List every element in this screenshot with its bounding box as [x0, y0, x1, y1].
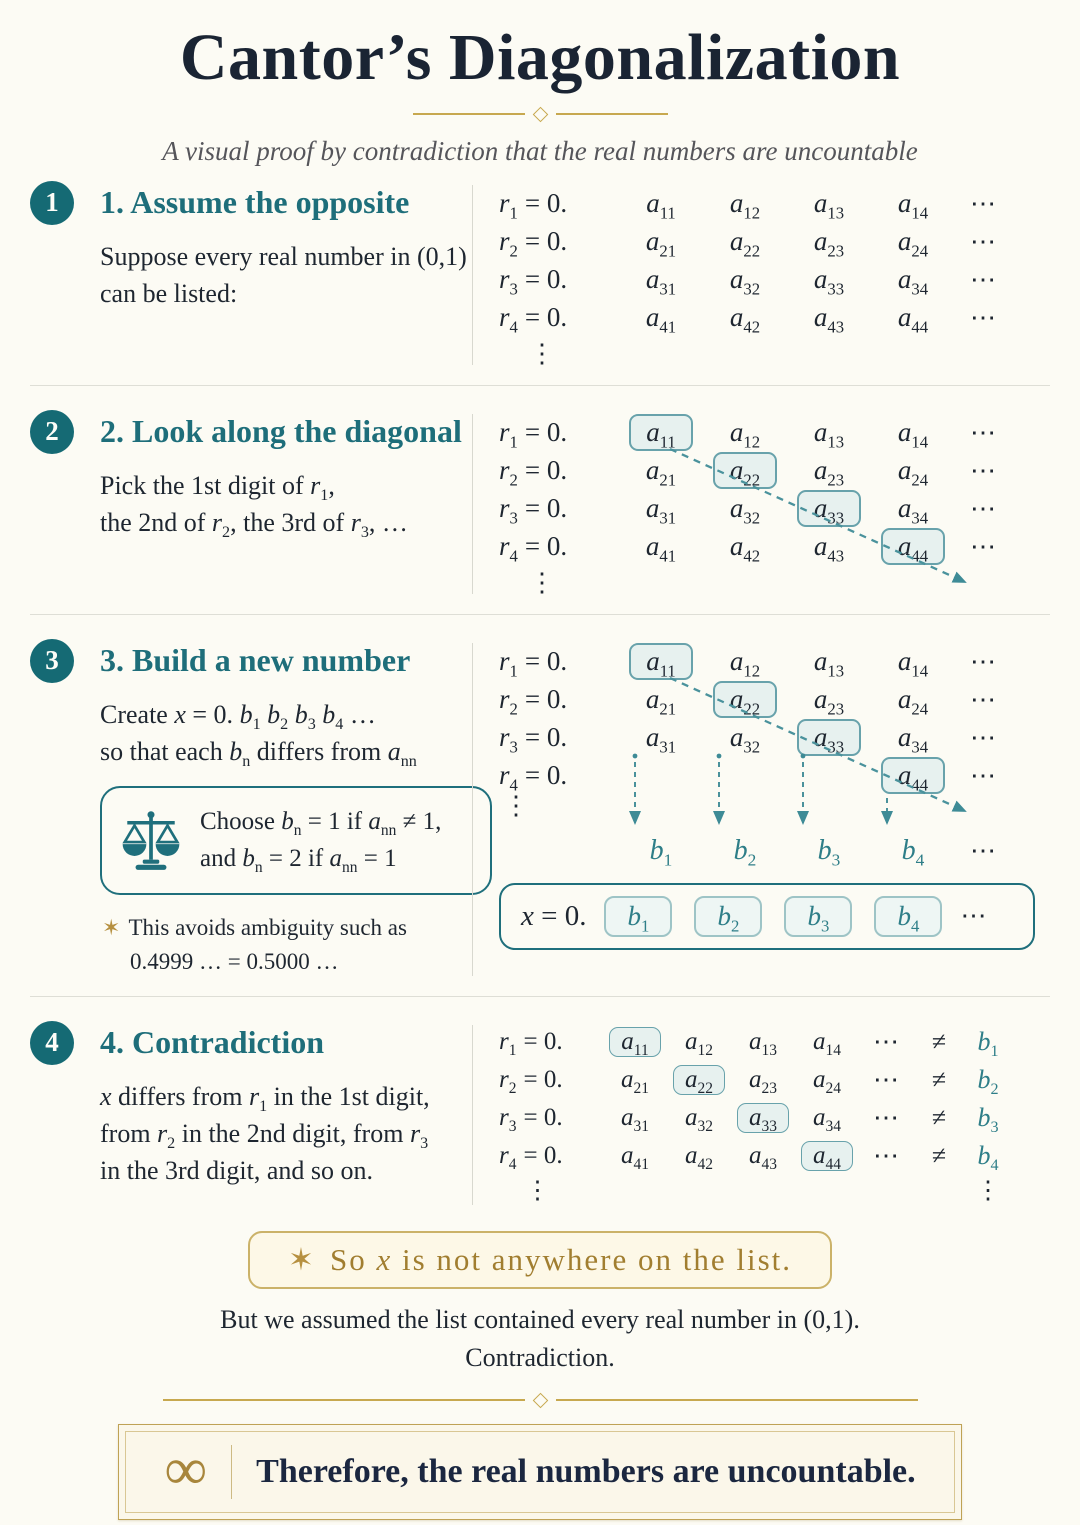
row-label: $r_2 = 0$. — [499, 1065, 563, 1097]
b-digit: $b_1$ — [977, 1026, 999, 1061]
plaque-divider — [231, 1445, 232, 1499]
row-label: $r_2 = 0$. — [499, 684, 568, 719]
sparkle-icon: ✶ — [287, 1241, 314, 1277]
ambiguity-note — [102, 911, 472, 980]
step-1-matrix-panel — [473, 181, 1050, 369]
not-equal-sign: ≠ — [931, 1140, 947, 1170]
step-4 — [0, 1007, 1080, 1215]
horizontal-ellipsis: ⋯ — [970, 722, 996, 752]
vertical-ellipsis: ⋮ — [529, 567, 555, 597]
step-heading: 1. Assume the opposite — [100, 184, 410, 221]
matrix-row — [499, 261, 1050, 299]
matrix-cell: $a_{11}$ — [619, 414, 703, 451]
matrix-cell: $a_{33}$ — [731, 1103, 795, 1133]
matrix-cell: $a_{32}$ — [729, 722, 761, 757]
step-4-text — [30, 1021, 472, 1209]
matrix-row — [499, 185, 1050, 223]
matrix-row — [499, 414, 1050, 452]
body-line: x differs from $r_1$ in the 1st digit, — [100, 1081, 430, 1116]
horizontal-ellipsis: ⋯ — [970, 455, 996, 485]
divider-line — [556, 1399, 918, 1401]
matrix-row — [499, 681, 1050, 719]
vertical-ellipsis: ⋮ — [975, 1176, 1001, 1204]
matrix-cell: $a_{13}$ — [813, 417, 845, 452]
row-label: $r_4 = 0$. — [499, 1141, 563, 1173]
matrix-cell: $a_{22}$ — [667, 1065, 731, 1095]
vertical-ellipsis: ⋮ — [525, 1176, 550, 1204]
b-chip: $b_4$ — [874, 896, 942, 937]
x-number-box — [499, 883, 1035, 950]
horizontal-ellipsis: ⋯ — [970, 835, 996, 865]
matrix-row — [499, 528, 1050, 566]
matrix-row — [499, 1023, 1050, 1061]
matrix-cell: $a_{23}$ — [749, 1065, 777, 1097]
horizontal-ellipsis: ⋯ — [970, 188, 996, 218]
horizontal-ellipsis: ⋯ — [970, 531, 996, 561]
b-digit: $b_4$ — [977, 1140, 999, 1175]
matrix-cell: $a_{11}$ — [646, 188, 676, 223]
matrix-cell: $a_{41}$ — [621, 1141, 649, 1173]
x-prefix: x = 0. — [521, 899, 587, 932]
step-heading: 3. Build a new number — [100, 642, 411, 679]
matrix-cell: $a_{11}$ — [603, 1027, 667, 1057]
matrix-cell: $a_{12}$ — [729, 417, 761, 452]
b-digit: $b_2$ — [733, 834, 757, 870]
matrix-cell: $a_{11}$ — [619, 643, 703, 680]
horizontal-ellipsis: ⋯ — [970, 226, 996, 256]
b-digit-row — [499, 833, 1050, 869]
final-statement-plaque — [118, 1424, 962, 1520]
matrix-cell: $a_{24}$ — [813, 1065, 841, 1097]
matrix-cell: $a_{24}$ — [897, 455, 929, 490]
matrix-row — [499, 643, 1050, 681]
step-3-matrix-panel — [473, 639, 1050, 980]
matrix-cell: $a_{31}$ — [645, 722, 677, 757]
matrix-cell: $a_{24}$ — [897, 684, 929, 719]
matrix-row — [499, 1099, 1050, 1137]
matrix-cell: $a_{41}$ — [645, 302, 677, 337]
vertical-ellipsis: ⋮ — [529, 338, 555, 368]
matrix-cell: $a_{43}$ — [813, 302, 845, 337]
matrix-cell: $a_{31}$ — [645, 493, 677, 528]
matrix-cell: $a_{44}$ — [871, 757, 955, 794]
matrix-cell: $a_{34}$ — [897, 493, 929, 528]
infinity-icon: ∞ — [164, 1435, 208, 1502]
body-line: so that each $b_n$ differs from $a_{nn}$ — [100, 736, 417, 770]
body-line: can be listed: — [100, 278, 238, 308]
step-number-badge: 3 — [30, 639, 74, 683]
divider-line — [556, 113, 668, 115]
matrix-step1 — [499, 185, 1050, 369]
matrix-cell: $a_{23}$ — [813, 684, 845, 719]
matrix-cell: $a_{12}$ — [729, 188, 761, 223]
divider-line — [163, 1399, 525, 1401]
matrix-row — [499, 299, 1050, 337]
ellipsis-row — [499, 1175, 1050, 1209]
matrix-cell: $a_{32}$ — [685, 1103, 713, 1135]
horizontal-ellipsis: ⋯ — [873, 1102, 899, 1132]
page-title: Cantor’s Diagonalization — [179, 21, 901, 94]
step-body — [100, 468, 472, 542]
horizontal-ellipsis: ⋯ — [970, 264, 996, 294]
b-digit: $b_3$ — [817, 834, 841, 870]
b-digit: $b_1$ — [649, 834, 673, 870]
horizontal-ellipsis: ⋯ — [873, 1140, 899, 1170]
matrix-cell: $a_{31}$ — [645, 264, 677, 299]
matrix-cell: $a_{13}$ — [813, 646, 845, 681]
body-line: from $r_2$ in the 2nd digit, from $r_3$ — [100, 1118, 429, 1152]
x-chips — [604, 896, 942, 937]
diamond-icon — [532, 1393, 548, 1409]
matrix-cell: $a_{22}$ — [703, 452, 787, 489]
step-1-text — [30, 181, 472, 369]
b-chip: $b_2$ — [694, 896, 762, 937]
callout-text: So x is not anywhere on the list. — [329, 1241, 793, 1277]
step-2-text — [30, 410, 472, 598]
step-body — [100, 239, 472, 313]
matrix-row — [499, 719, 1050, 757]
matrix-row — [499, 223, 1050, 261]
rule-box — [100, 786, 492, 895]
row-label: $r_4 = 0$. — [499, 302, 568, 337]
not-equal-sign: ≠ — [931, 1064, 947, 1094]
step-heading: 2. Look along the diagonal — [100, 413, 462, 450]
matrix-row — [499, 757, 1050, 795]
matrix-cell: $a_{42}$ — [729, 302, 761, 337]
row-label: $r_3 = 0$. — [499, 264, 568, 299]
step-body — [100, 1079, 472, 1190]
matrix-cell: $a_{12}$ — [685, 1027, 713, 1059]
matrix-row — [499, 490, 1050, 528]
matrix-cell: $a_{33}$ — [787, 719, 871, 756]
step-3-text — [30, 639, 472, 980]
matrix-cell: $a_{21}$ — [645, 455, 677, 490]
horizontal-ellipsis: ⋯ — [873, 1026, 899, 1056]
matrix-cell: $a_{21}$ — [645, 226, 677, 261]
row-label: $r_3 = 0$. — [499, 722, 568, 757]
matrix-cell: $a_{22}$ — [703, 681, 787, 718]
matrix-cell: $a_{14}$ — [897, 417, 929, 452]
matrix-cell: $a_{24}$ — [897, 226, 929, 261]
matrix-cell: $a_{22}$ — [729, 226, 761, 261]
matrix-cell: $a_{44}$ — [871, 528, 955, 565]
ornamental-divider — [0, 1395, 1080, 1406]
final-statement: Therefore, the real numbers are uncountable. — [256, 1452, 916, 1490]
matrix-cell: $a_{44}$ — [897, 302, 929, 337]
row-label: $r_3 = 0$. — [499, 1103, 563, 1135]
body-line: in the 3rd digit, and so on. — [100, 1155, 373, 1185]
horizontal-ellipsis: ⋯ — [873, 1064, 899, 1094]
matrix-cell: $a_{23}$ — [813, 455, 845, 490]
step-heading: 4. Contradiction — [100, 1024, 324, 1061]
body-line: Create x = 0. $b_1$ $b_2$ $b_3$ $b_4$ … — [100, 699, 376, 733]
horizontal-ellipsis: ⋯ — [970, 646, 996, 676]
header — [0, 0, 1080, 167]
assumption-line: But we assumed the list contained every real number in (0,1). — [220, 1304, 860, 1334]
step-1 — [0, 167, 1080, 375]
matrix-cell: $a_{12}$ — [729, 646, 761, 681]
matrix-cell: $a_{21}$ — [645, 684, 677, 719]
section-divider — [30, 614, 1050, 615]
not-equal-sign: ≠ — [931, 1026, 947, 1056]
body-line: Pick the 1st digit of $r_1$, — [100, 470, 335, 504]
matrix-cell: $a_{44}$ — [795, 1141, 859, 1171]
b-digit: $b_4$ — [901, 834, 925, 870]
step-4-matrix-panel — [473, 1021, 1050, 1209]
b-chip: $b_3$ — [784, 896, 852, 937]
section-divider — [30, 385, 1050, 386]
body-line: the 2nd of $r_2$, the 3rd of $r_3$, … — [100, 507, 408, 541]
body-line: Suppose every real number in (0,1) — [100, 241, 467, 271]
matrix-cell: $a_{14}$ — [813, 1027, 841, 1059]
not-equal-sign: ≠ — [931, 1102, 947, 1132]
matrix-cell: $a_{13}$ — [749, 1027, 777, 1059]
matrix-cell: $a_{42}$ — [729, 531, 761, 566]
matrix-cell: $a_{14}$ — [897, 188, 929, 223]
horizontal-ellipsis: ⋯ — [970, 417, 996, 447]
rule-text — [200, 804, 441, 877]
step-body — [100, 697, 472, 771]
matrix-cell: $a_{43}$ — [813, 531, 845, 566]
matrix-row — [499, 1061, 1050, 1099]
row-label: $r_2 = 0$. — [499, 226, 568, 261]
b-chip: $b_1$ — [604, 896, 672, 937]
page-subtitle: A visual proof by contradiction that the real numbers are uncountable — [162, 135, 918, 166]
horizontal-ellipsis: ⋯ — [970, 493, 996, 523]
contradiction-line: Contradiction. — [465, 1342, 615, 1372]
row-label: $r_1 = 0$. — [499, 646, 568, 681]
diamond-icon — [532, 106, 548, 122]
matrix-cell: $a_{33}$ — [813, 264, 845, 299]
row-label: $r_1 = 0$. — [499, 1027, 563, 1059]
horizontal-ellipsis: ⋯ — [970, 760, 996, 790]
matrix-cell: $a_{32}$ — [729, 264, 761, 299]
matrix-cell: $a_{34}$ — [897, 264, 929, 299]
section-divider — [30, 996, 1050, 997]
note-line: ✶ This avoids ambiguity such as — [102, 914, 407, 940]
step-number-badge: 2 — [30, 410, 74, 454]
row-label: $r_3 = 0$. — [499, 493, 568, 528]
matrix-cell: $a_{21}$ — [621, 1065, 649, 1097]
matrix-step4 — [499, 1023, 1050, 1175]
matrix-cell: $a_{34}$ — [813, 1103, 841, 1135]
step-2 — [0, 396, 1080, 604]
b-digit: $b_3$ — [977, 1102, 999, 1137]
matrix-cell: $a_{34}$ — [897, 722, 929, 757]
matrix-step2 — [499, 414, 1050, 598]
matrix-row — [499, 452, 1050, 490]
scales-icon — [118, 808, 184, 874]
step-number-badge: 1 — [30, 181, 74, 225]
matrix-cell: $a_{43}$ — [749, 1141, 777, 1173]
ornamental-divider — [0, 109, 1080, 120]
horizontal-ellipsis: ⋯ — [960, 901, 987, 931]
b-digit: $b_2$ — [977, 1064, 999, 1099]
matrix-cell: $a_{41}$ — [645, 531, 677, 566]
matrix-cell: $a_{33}$ — [787, 490, 871, 527]
matrix-cell: $a_{31}$ — [621, 1103, 649, 1135]
matrix-cell: $a_{32}$ — [729, 493, 761, 528]
matrix-cell: $a_{14}$ — [897, 646, 929, 681]
row-label: $r_1 = 0$. — [499, 188, 568, 223]
horizontal-ellipsis: ⋯ — [970, 684, 996, 714]
matrix-step3 — [499, 643, 1050, 795]
matrix-cell: $a_{13}$ — [813, 188, 845, 223]
row-label: $r_1 = 0$. — [499, 417, 568, 452]
step-number-badge: 4 — [30, 1021, 74, 1065]
note-line: 0.4999 … = 0.5000 … — [130, 949, 339, 975]
row-label: $r_4 = 0$. — [499, 531, 568, 566]
row-label: $r_2 = 0$. — [499, 455, 568, 490]
matrix-cell: $a_{42}$ — [685, 1141, 713, 1173]
rule-line: and $b_n = 2$ if $a_{nn} = 1$ — [200, 844, 397, 876]
row-label: $r_4 = 0$. — [499, 760, 568, 795]
step-3 — [0, 625, 1080, 986]
vertical-ellipsis: ⋮ — [503, 790, 529, 820]
step-2-matrix-panel — [473, 410, 1050, 598]
sparkle-icon: ✶ — [102, 914, 121, 940]
matrix-cell: $a_{23}$ — [813, 226, 845, 261]
divider-line — [413, 113, 525, 115]
matrix-row — [499, 1137, 1050, 1175]
horizontal-ellipsis: ⋯ — [970, 302, 996, 332]
conclusion-callout — [248, 1231, 832, 1289]
rule-line: Choose $b_n = 1$ if $a_{nn} \ne 1$, — [200, 808, 442, 840]
